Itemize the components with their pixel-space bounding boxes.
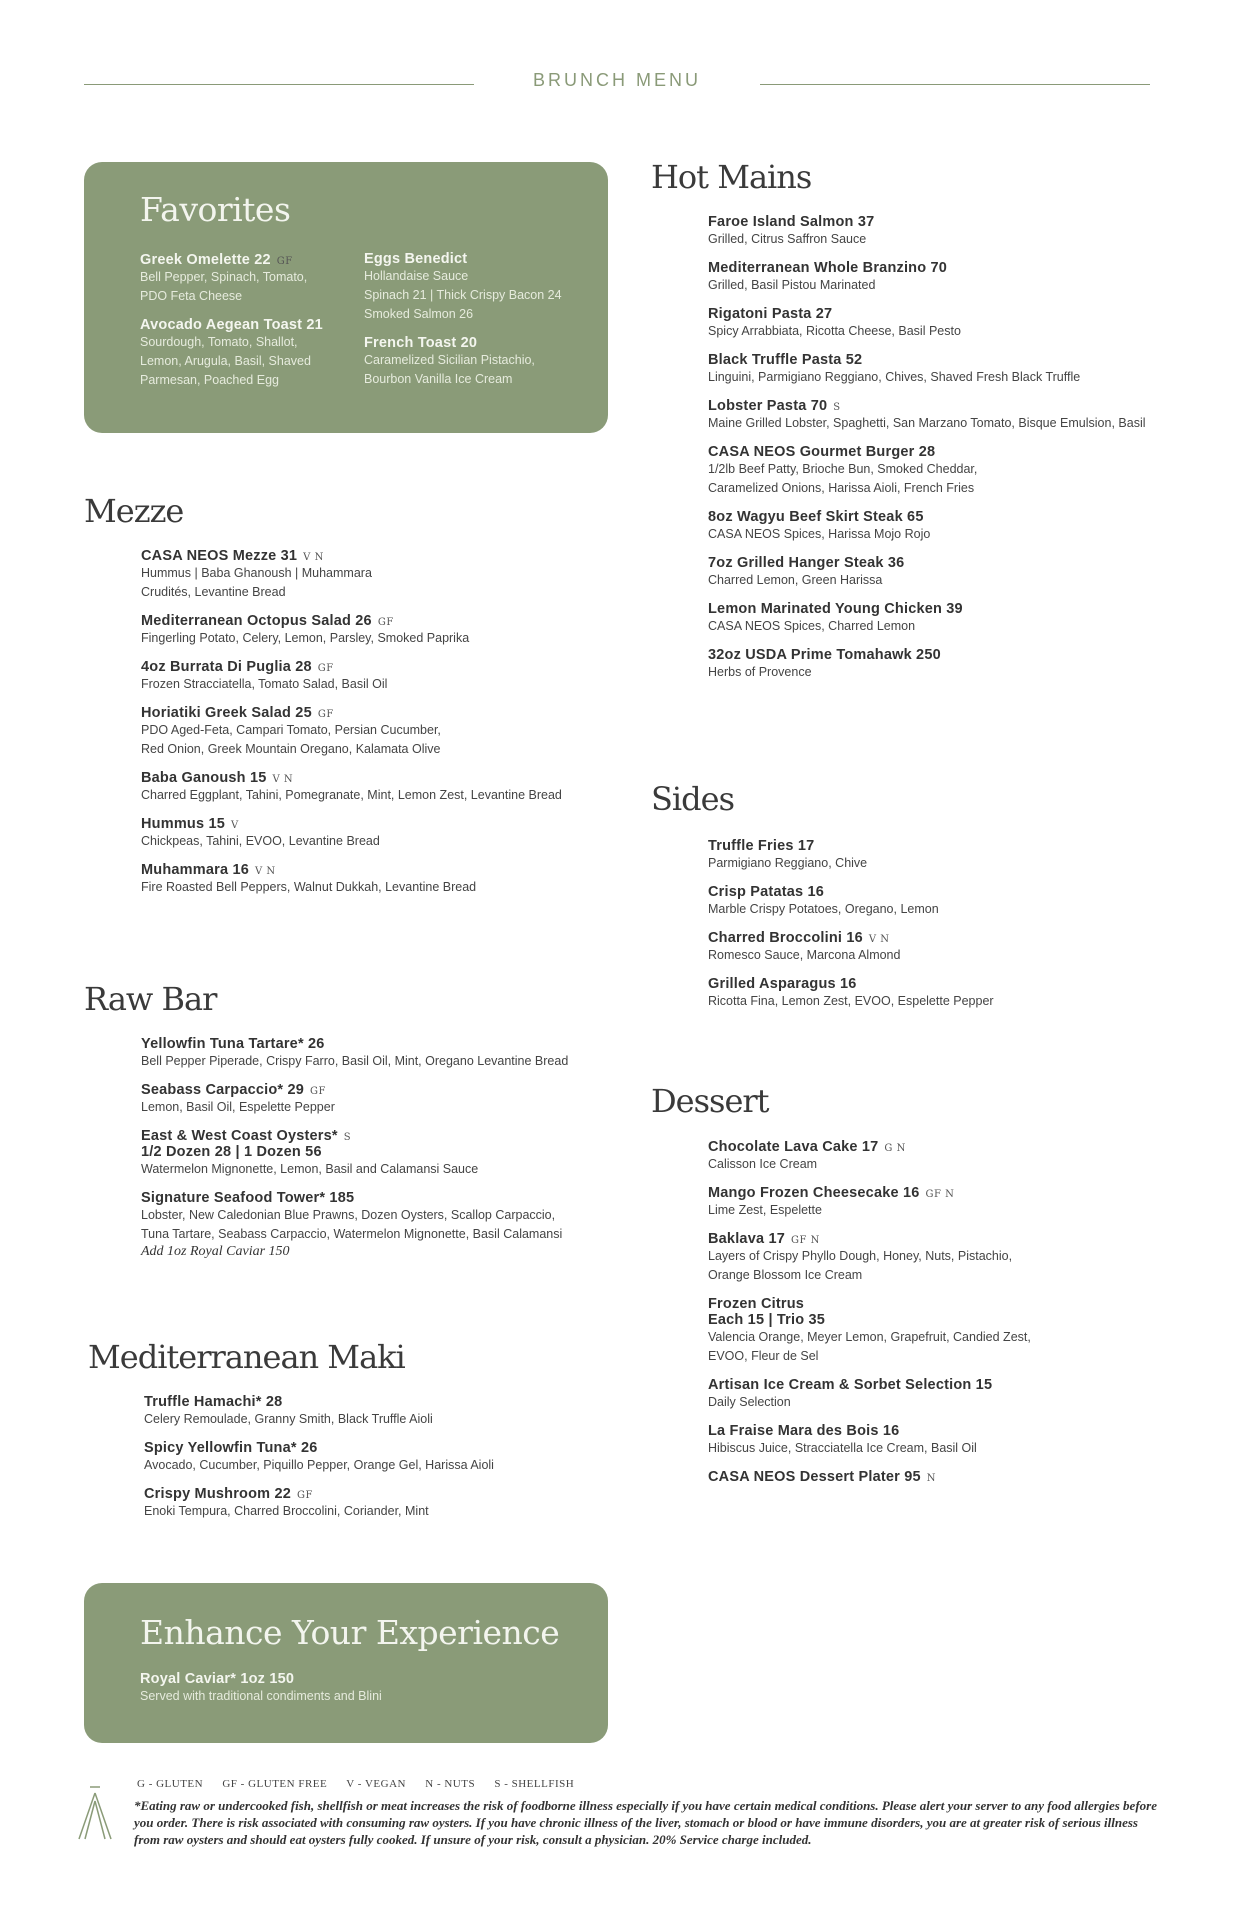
menu-item-name xyxy=(141,613,621,629)
enhance-box xyxy=(84,1583,608,1743)
menu-item xyxy=(708,1423,1178,1458)
menu-item xyxy=(364,335,604,389)
menu-item-description: Bourbon Vanilla Ice Cream xyxy=(364,372,513,386)
menu-item-name-text: Mediterranean Whole Branzino 70 xyxy=(708,260,948,276)
menu-item-description: Red Onion, Greek Mountain Oregano, Kalamata Olive xyxy=(141,742,441,756)
menu-item xyxy=(708,1185,1178,1220)
menu-item-name xyxy=(364,251,604,267)
header-rule-right xyxy=(760,84,1150,85)
menu-item xyxy=(141,659,621,694)
menu-item xyxy=(141,548,621,602)
menu-item-name xyxy=(144,1440,624,1456)
menu-item xyxy=(140,252,360,306)
menu-item xyxy=(708,444,1178,498)
enhance-item-name: Royal Caviar* 1oz 150 xyxy=(140,1671,295,1687)
casa-neos-logo-icon xyxy=(76,1783,116,1848)
disclaimer: *Eating raw or undercooked fish, shellfish or meat increases the risk of foodborne illness especially if you have certain medical conditions. Please alert your server to any food allergies before you order. There is risk associated with consuming raw oysters. If you have chronic illness of the liver, stomach or blood or have immune disorders, you are at greater risk of serious illness from raw oysters and should eat oysters fully cooked. If unsure of your risk, consult a physician. 20% Service charge included. xyxy=(134,1798,1157,1847)
menu-item-name xyxy=(144,1394,624,1410)
menu-item-description: EVOO, Fleur de Sel xyxy=(708,1349,819,1363)
menu-item xyxy=(708,838,1178,873)
menu-item xyxy=(141,770,621,805)
dietary-tag: V xyxy=(231,820,239,831)
menu-item xyxy=(708,1469,1178,1485)
dietary-tag: V N xyxy=(254,866,276,877)
menu-item-name xyxy=(708,306,1178,322)
menu-item-description: Linguini, Parmigiano Reggiano, Chives, Shaved Fresh Black Truffle xyxy=(708,370,1081,384)
menu-item-name-text: Rigatoni Pasta 27 xyxy=(708,306,833,322)
mezze-title: Mezze xyxy=(84,492,184,530)
raw-bar-list xyxy=(141,1036,621,1271)
menu-item-description: Caramelized Sicilian Pistachio, xyxy=(364,353,535,367)
menu-item-name-text: Black Truffle Pasta 52 xyxy=(708,352,863,368)
page-title: BRUNCH MENU xyxy=(533,70,701,90)
menu-item-description: Romesco Sauce, Marcona Almond xyxy=(708,948,901,962)
menu-item-name-text: Faroe Island Salmon 37 xyxy=(708,214,875,230)
favorites-right-column xyxy=(364,251,604,400)
legend-shellfish: S - SHELLFISH xyxy=(494,1778,575,1790)
menu-item-name xyxy=(140,252,360,268)
menu-item-description: Lemon, Arugula, Basil, Shaved xyxy=(140,354,311,368)
menu-item-name xyxy=(708,1139,1178,1155)
menu-item-name xyxy=(708,976,1178,992)
mezze-list xyxy=(141,548,621,908)
menu-item-name xyxy=(708,1377,1178,1393)
menu-item-name-text: Muhammara 16 xyxy=(141,862,249,878)
menu-item-description: Herbs of Provence xyxy=(708,665,812,679)
menu-item-name xyxy=(708,838,1178,854)
menu-item-name xyxy=(708,398,1178,414)
dietary-tag: GF xyxy=(276,256,293,267)
menu-item-name xyxy=(708,444,1178,460)
menu-item-description: Valencia Orange, Meyer Lemon, Grapefruit, Candied Zest, xyxy=(708,1330,1031,1344)
menu-header xyxy=(84,70,1150,100)
menu-item-name xyxy=(141,1036,621,1052)
menu-item-name-text: Mango Frozen Cheesecake 16 xyxy=(708,1185,920,1201)
dietary-tag: V N xyxy=(303,552,324,563)
menu-item xyxy=(141,1128,621,1179)
menu-item-description: Layers of Crispy Phyllo Dough, Honey, Nuts, Pistachio, xyxy=(708,1249,1013,1263)
menu-item xyxy=(708,976,1178,1011)
menu-item-name xyxy=(141,659,621,675)
menu-item-name xyxy=(708,214,1178,230)
enhance-item xyxy=(140,1671,382,1706)
menu-item-description: Calisson Ice Cream xyxy=(708,1157,818,1171)
menu-item-description: Frozen Stracciatella, Tomato Salad, Basil Oil xyxy=(141,677,388,691)
menu-item-name-text: Frozen Citrus xyxy=(708,1296,805,1312)
menu-item-description: Ricotta Fina, Lemon Zest, EVOO, Espelette Pepper xyxy=(708,994,994,1008)
favorites-box xyxy=(84,162,608,433)
menu-item-description: Maine Grilled Lobster, Spaghetti, San Marzano Tomato, Bisque Emulsion, Basil xyxy=(708,416,1146,430)
menu-item-name xyxy=(141,1128,621,1144)
menu-item-name-text: Baklava 17 xyxy=(708,1231,785,1247)
menu-item-name-text: Lemon Marinated Young Chicken 39 xyxy=(708,601,963,617)
menu-item-description: Lemon, Basil Oil, Espelette Pepper xyxy=(141,1100,335,1114)
menu-item-name-text: Avocado Aegean Toast 21 xyxy=(140,317,323,333)
menu-item xyxy=(708,398,1178,433)
menu-item-name xyxy=(140,317,360,333)
menu-item xyxy=(141,1036,621,1071)
menu-item-description: Spinach 21 | Thick Crispy Bacon 24 xyxy=(364,288,562,302)
menu-item-name xyxy=(364,335,604,351)
favorites-left-column xyxy=(140,252,360,401)
menu-item-description: CASA NEOS Spices, Harissa Mojo Rojo xyxy=(708,527,931,541)
menu-item-name-text: Yellowfin Tuna Tartare* 26 xyxy=(141,1036,325,1052)
menu-item-description: Grilled, Basil Pistou Marinated xyxy=(708,278,876,292)
menu-item-name-text: Grilled Asparagus 16 xyxy=(708,976,857,992)
dietary-tag: S xyxy=(343,1132,352,1143)
menu-item-name-text: Horiatiki Greek Salad 25 xyxy=(141,705,312,721)
menu-item-name-text: Charred Broccolini 16 xyxy=(708,930,863,946)
menu-item-name xyxy=(708,930,1178,946)
menu-item-name-text: Hummus 15 xyxy=(141,816,225,832)
menu-item-description: Charred Lemon, Green Harissa xyxy=(708,573,883,587)
raw-bar-title: Raw Bar xyxy=(84,980,217,1018)
menu-item-description: Chickpeas, Tahini, EVOO, Levantine Bread xyxy=(141,834,380,848)
menu-item-name xyxy=(141,770,621,786)
menu-item-description: Fingerling Potato, Celery, Lemon, Parsley, Smoked Paprika xyxy=(141,631,470,645)
menu-item xyxy=(141,705,621,759)
menu-item-name-text: Crisp Patatas 16 xyxy=(708,884,825,900)
menu-item-name-text: Chocolate Lava Cake 17 xyxy=(708,1139,879,1155)
legend-gluten: G - GLUTEN xyxy=(137,1778,204,1790)
menu-item-name xyxy=(708,1231,1178,1247)
dietary-tag: GF N xyxy=(925,1189,955,1200)
menu-item-description: Parmesan, Poached Egg xyxy=(140,373,279,387)
menu-item-name xyxy=(708,1185,1178,1201)
menu-item-description: Bell Pepper Piperade, Crispy Farro, Basil Oil, Mint, Oregano Levantine Bread xyxy=(141,1054,569,1068)
menu-item-name-text: 7oz Grilled Hanger Steak 36 xyxy=(708,555,905,571)
menu-item-description: Avocado, Cucumber, Piquillo Pepper, Orange Gel, Harissa Aioli xyxy=(144,1458,494,1472)
menu-item-name xyxy=(141,548,621,564)
menu-item xyxy=(708,930,1178,965)
menu-item-name xyxy=(141,1082,621,1098)
dietary-tag: V N xyxy=(272,774,294,785)
menu-item-name-text: East & West Coast Oysters* xyxy=(141,1128,338,1144)
menu-item-description: Hummus | Baba Ghanoush | Muhammara xyxy=(141,566,372,580)
menu-item-description: Celery Remoulade, Granny Smith, Black Truffle Aioli xyxy=(144,1412,433,1426)
menu-item-name-text: Eggs Benedict xyxy=(364,251,468,267)
menu-item-description: Sourdough, Tomato, Shallot, xyxy=(140,335,298,349)
menu-item-description: Spicy Arrabbiata, Ricotta Cheese, Basil Pesto xyxy=(708,324,961,338)
menu-item-name-text: Lobster Pasta 70 xyxy=(708,398,828,414)
menu-item xyxy=(141,1082,621,1117)
menu-item-description: Bell Pepper, Spinach, Tomato, xyxy=(140,270,308,284)
menu-item xyxy=(141,613,621,648)
menu-item-name xyxy=(141,705,621,721)
menu-item-description: 1/2lb Beef Patty, Brioche Bun, Smoked Cheddar, xyxy=(708,462,978,476)
dietary-tag: GF xyxy=(297,1490,313,1501)
menu-item-name-text: Seabass Carpaccio* 29 xyxy=(141,1082,304,1098)
menu-item-description: Orange Blossom Ice Cream xyxy=(708,1268,863,1282)
menu-item-addon: Add 1oz Royal Caviar 150 xyxy=(141,1244,290,1259)
menu-item-description: Daily Selection xyxy=(708,1395,791,1409)
menu-item xyxy=(144,1394,624,1429)
menu-item xyxy=(708,352,1178,387)
menu-item-description: Crudités, Levantine Bread xyxy=(141,585,286,599)
menu-item xyxy=(364,251,604,324)
menu-item-name xyxy=(141,862,621,878)
menu-item-name-text: Spicy Yellowfin Tuna* 26 xyxy=(144,1440,318,1456)
menu-item-description: Fire Roasted Bell Peppers, Walnut Dukkah, Levantine Bread xyxy=(141,880,477,894)
dietary-tag: V N xyxy=(868,934,890,945)
hot-mains-list xyxy=(708,214,1178,693)
menu-item-price-options: 1/2 Dozen 28 | 1 Dozen 56 xyxy=(141,1144,322,1160)
menu-item-name xyxy=(708,1469,1178,1485)
menu-item-description: PDO Feta Cheese xyxy=(140,289,243,303)
menu-item-name-text: Baba Ganoush 15 xyxy=(141,770,267,786)
menu-item-name-text: French Toast 20 xyxy=(364,335,478,351)
dietary-tag: S xyxy=(833,402,841,413)
menu-item-name-text: 4oz Burrata Di Puglia 28 xyxy=(141,659,312,675)
dessert-list xyxy=(708,1139,1178,1496)
menu-item-description: Hollandaise Sauce xyxy=(364,269,469,283)
menu-item xyxy=(708,306,1178,341)
maki-list xyxy=(144,1394,624,1532)
menu-item-description: CASA NEOS Spices, Charred Lemon xyxy=(708,619,916,633)
enhance-item-desc: Served with traditional condiments and Blini xyxy=(140,1689,382,1703)
dietary-tag: GF xyxy=(317,709,334,720)
menu-item-name xyxy=(708,509,1178,525)
menu-item-name-text: CASA NEOS Mezze 31 xyxy=(141,548,298,564)
menu-item-name-text: Signature Seafood Tower* 185 xyxy=(141,1190,355,1206)
menu-item-description: Smoked Salmon 26 xyxy=(364,307,474,321)
menu-item xyxy=(708,555,1178,590)
menu-item xyxy=(708,214,1178,249)
menu-item xyxy=(144,1486,624,1521)
menu-item-name xyxy=(708,352,1178,368)
sides-list xyxy=(708,838,1178,1022)
favorites-title: Favorites xyxy=(140,190,291,229)
menu-item-name-text: CASA NEOS Gourmet Burger 28 xyxy=(708,444,936,460)
menu-item xyxy=(141,1190,621,1260)
menu-item-name xyxy=(708,1296,1178,1312)
menu-item xyxy=(140,317,360,390)
menu-item-description: Caramelized Onions, Harissa Aioli, French Fries xyxy=(708,481,975,495)
menu-item xyxy=(708,260,1178,295)
menu-item-description: Parmigiano Reggiano, Chive xyxy=(708,856,868,870)
dietary-tag: GF xyxy=(310,1086,326,1097)
menu-item-name xyxy=(144,1486,624,1502)
menu-item-name xyxy=(708,555,1178,571)
menu-item-description: PDO Aged-Feta, Campari Tomato, Persian Cucumber, xyxy=(141,723,441,737)
menu-item-description: Lobster, New Caledonian Blue Prawns, Dozen Oysters, Scallop Carpaccio, xyxy=(141,1208,556,1222)
menu-item xyxy=(708,509,1178,544)
dietary-tag: GF xyxy=(377,617,394,628)
menu-item xyxy=(708,1231,1178,1285)
menu-item-name xyxy=(708,647,1178,663)
menu-item xyxy=(708,1377,1178,1412)
dietary-tag: G N xyxy=(884,1143,906,1154)
menu-item-description: Watermelon Mignonette, Lemon, Basil and Calamansi Sauce xyxy=(141,1162,479,1176)
menu-item-name-text: Truffle Fries 17 xyxy=(708,838,815,854)
menu-item xyxy=(708,1139,1178,1174)
dietary-tag: GF N xyxy=(790,1235,820,1246)
menu-item-description: Enoki Tempura, Charred Broccolini, Coriander, Mint xyxy=(144,1504,429,1518)
menu-item-name-text: Artisan Ice Cream & Sorbet Selection 15 xyxy=(708,1377,993,1393)
menu-item-name-text: 8oz Wagyu Beef Skirt Steak 65 xyxy=(708,509,924,525)
enhance-title: Enhance Your Experience xyxy=(140,1613,560,1652)
menu-item xyxy=(708,884,1178,919)
dessert-title: Dessert xyxy=(651,1082,769,1120)
menu-item-name-text: Crispy Mushroom 22 xyxy=(144,1486,292,1502)
dietary-legend xyxy=(137,1778,590,1790)
menu-item-description: Grilled, Citrus Saffron Sauce xyxy=(708,232,867,246)
dietary-tag: N xyxy=(926,1473,937,1484)
menu-item-name xyxy=(708,601,1178,617)
menu-item xyxy=(708,647,1178,682)
menu-item-name-text: CASA NEOS Dessert Plater 95 xyxy=(708,1469,921,1485)
sides-title: Sides xyxy=(651,780,734,818)
menu-item xyxy=(141,862,621,897)
menu-item-name xyxy=(708,1423,1178,1439)
menu-item xyxy=(708,601,1178,636)
menu-item-description: Tuna Tartare, Seabass Carpaccio, Watermelon Mignonette, Basil Calamansi xyxy=(141,1227,563,1241)
dietary-tag: GF xyxy=(317,663,334,674)
menu-item-description: Marble Crispy Potatoes, Oregano, Lemon xyxy=(708,902,939,916)
menu-item-name-text: La Fraise Mara des Bois 16 xyxy=(708,1423,900,1439)
menu-item xyxy=(144,1440,624,1475)
menu-item-name-text: Greek Omelette 22 xyxy=(140,252,271,268)
legend-vegan: V - VEGAN xyxy=(346,1778,406,1790)
menu-item-description: Charred Eggplant, Tahini, Pomegranate, Mint, Lemon Zest, Levantine Bread xyxy=(141,788,562,802)
menu-item-name xyxy=(141,1190,621,1206)
maki-title: Mediterranean Maki xyxy=(88,1338,405,1376)
menu-item xyxy=(141,816,621,851)
menu-item-name-text: 32oz USDA Prime Tomahawk 250 xyxy=(708,647,941,663)
menu-item-name-text: Truffle Hamachi* 28 xyxy=(144,1394,283,1410)
hot-mains-title: Hot Mains xyxy=(651,158,812,196)
menu-item-description: Hibiscus Juice, Stracciatella Ice Cream, Basil Oil xyxy=(708,1441,977,1455)
menu-item-price-options: Each 15 | Trio 35 xyxy=(708,1312,826,1328)
legend-nuts: N - NUTS xyxy=(425,1778,476,1790)
menu-item-description: Lime Zest, Espelette xyxy=(708,1203,822,1217)
menu-item-name xyxy=(708,884,1178,900)
menu-item-name-text: Mediterranean Octopus Salad 26 xyxy=(141,613,372,629)
legend-gluten-free: GF - GLUTEN FREE xyxy=(222,1778,328,1790)
menu-item-name xyxy=(708,260,1178,276)
menu-item-name xyxy=(141,816,621,832)
menu-item xyxy=(708,1296,1178,1366)
